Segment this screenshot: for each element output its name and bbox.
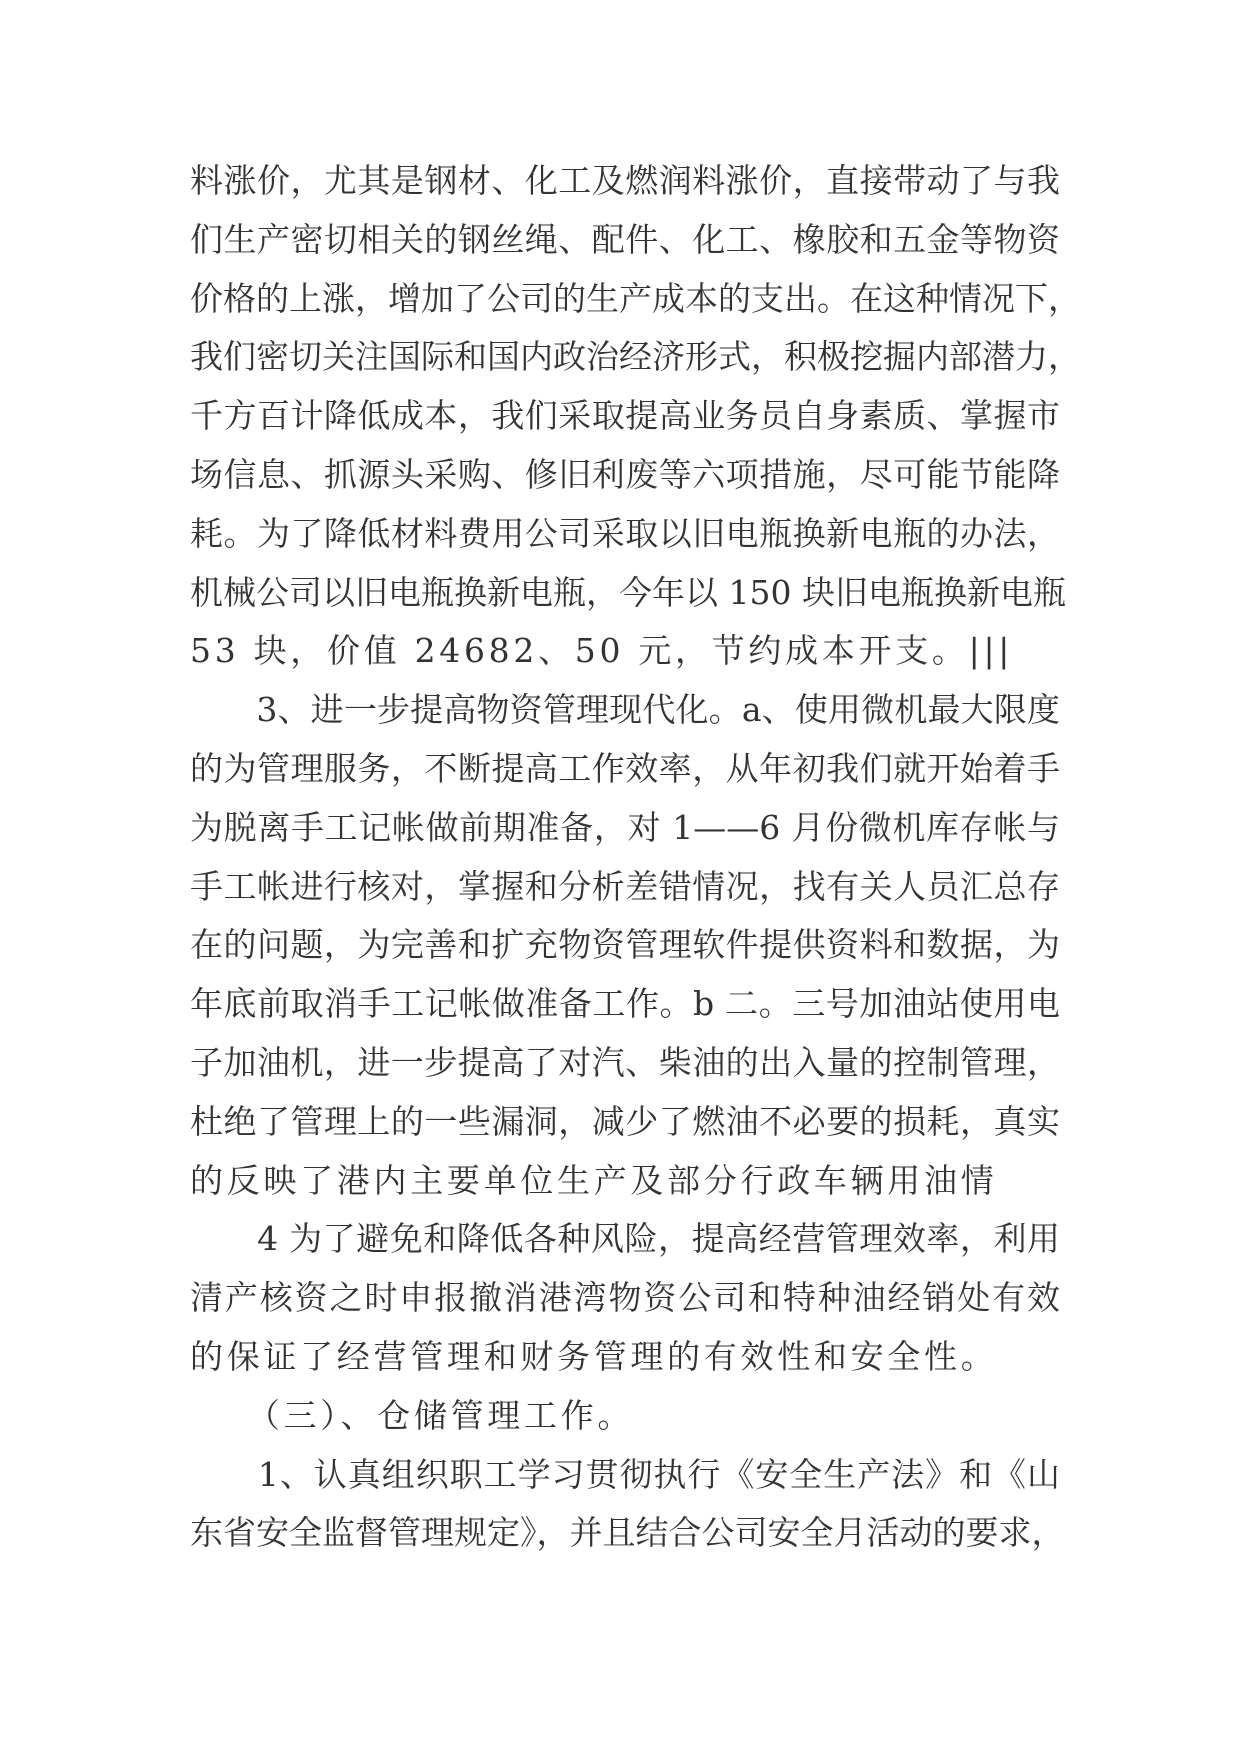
text-line-16: 子加油机，进一步提高了对汽、柴油的出入量的控制管理， <box>190 1042 1060 1082</box>
text-line-5: 千方百计降低成本，我们采取提高业务员自身素质、掌握市 <box>190 396 1060 436</box>
text-line-19: 4 为了避免和降低各种风险，提高经营管理效率，利用 <box>190 1219 1060 1259</box>
text-line-6: 场信息、抓源头采购、修旧利废等六项措施，尽可能节能降 <box>190 454 1060 494</box>
text-line-8: 机械公司以旧电瓶换新电瓶，今年以 150 块旧电瓶换新电瓶 <box>190 572 1066 612</box>
text-line-9: 53 块，价值 24682、50 元，节约成本开支。||| <box>190 631 1014 671</box>
text-line-4: 我们密切关注国际和国内政治经济形式，积极挖掘内部潜力， <box>190 337 1081 377</box>
text-line-3: 价格的上涨，增加了公司的生产成本的支出。在这种情况下， <box>190 278 1081 318</box>
text-line-14: 在的问题，为完善和扩充物资管理软件提供资料和数据，为 <box>190 925 1060 965</box>
text-line-18: 的反映了港内主要单位生产及部分行政车辆用油情 <box>190 1160 998 1200</box>
text-line-17: 杜绝了管理上的一些漏洞，减少了燃油不必要的损耗，真实 <box>190 1101 1060 1141</box>
text-line-12: 为脱离手工记帐做前期准备，对 1——6 月份微机库存帐与 <box>190 807 1060 847</box>
text-line-24: 东省安全监督管理规定》，并且结合公司安全月活动的要求， <box>190 1513 1065 1553</box>
document-body <box>190 152 1081 1563</box>
text-line-15: 年底前取消手工记帐做准备工作。b 二。三号加油站使用电 <box>190 984 1060 1024</box>
text-line-1: 料涨价，尤其是钢材、化工及燃润料涨价，直接带动了与我 <box>190 161 1060 200</box>
text-line-11: 的为管理服务，不断提高工作效率，从年初我们就开始着手 <box>190 748 1060 788</box>
text-line-10: 3、进一步提高物资管理现代化。a、使用微机最大限度 <box>190 690 1060 730</box>
text-line-13: 手工帐进行核对，掌握和分析差错情况，找有关人员汇总存 <box>190 866 1060 906</box>
text-line-21: 的保证了经营管理和财务管理的有效性和安全性。 <box>190 1336 998 1376</box>
section-heading: （三）、仓储管理工作。 <box>190 1395 635 1435</box>
text-line-23: 1、认真组织职工学习贯彻执行《安全生产法》和《山 <box>190 1454 1060 1494</box>
text-line-2: 们生产密切相关的钢丝绳、配件、化工、橡胶和五金等物资 <box>190 219 1060 259</box>
text-line-20: 清产核资之时申报撤消港湾物资公司和特种油经销处有效 <box>190 1278 1060 1318</box>
text-line-7: 耗。为了降低材料费用公司采取以旧电瓶换新电瓶的办法， <box>190 513 1060 553</box>
